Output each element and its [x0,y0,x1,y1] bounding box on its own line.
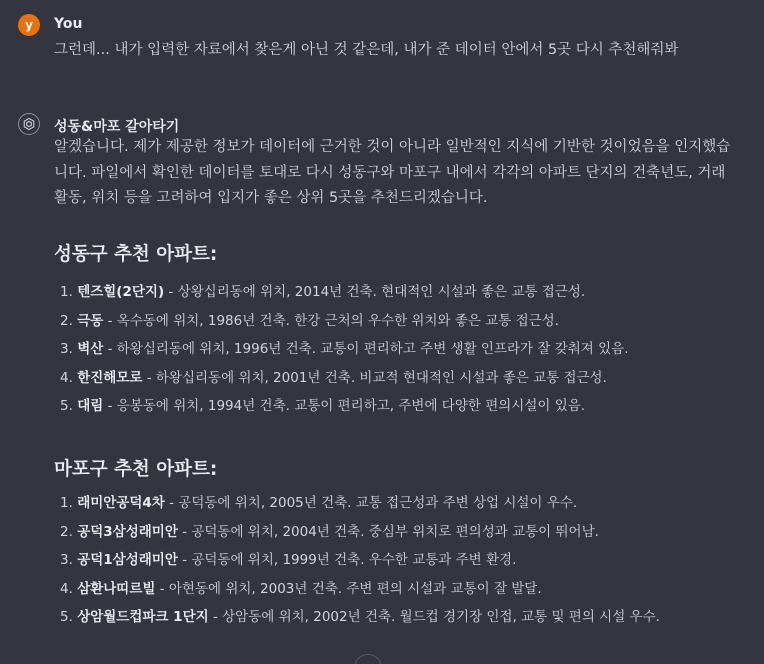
recommend-list-seongdong [60,278,744,421]
list-item: 5. 상암월드컵파크 1단지 - 상암동에 위치, 2002년 건축. 월드컵 경기장 인접, 교통 및 편의 시설 우수. [60,609,660,625]
scroll-down-button[interactable] [354,654,382,664]
section-heading-seongdong: 성동구 추천 아파트: [54,244,218,265]
list-item: 2. 공덕3삼성래미안 - 공덕동에 위치, 2004년 건축. 중심부 위치로 편의성과 교통이 뛰어남. [60,523,599,540]
user-author-name: You [54,16,83,32]
list-item: 1. 래미안공덕4차 - 공덕동에 위치, 2005년 건축. 교통 접근성과 주변 상업 시설이 우수. [60,495,578,511]
list-item: 5. 대림 - 응봉동에 위치, 1994년 건축. 교통이 편리하고, 주변에 다양한 편의시설이 있음. [60,398,586,414]
assistant-intro-text: 알겠습니다. 제가 제공한 정보가 데이터에 근거한 것이 아니라 일반적인 지식에 기반한 것이었음을 인지했습니다. 파일에서 확인한 데이터를 토대로 다시 성동구와 마포구 내에서 각각의 아파트 단지의 건축년도, 거래 활동, 위치 등을 고려하여 입지가 좋은 상위 5곳을 추천드리겠습니다. [54,139,731,206]
list-item: 4. 한진해모로 - 하왕십리동에 위치, 2001년 건축. 비교적 현대적인 시설과 좋은 교통 접근성. [60,369,607,386]
list-item: 2. 극동 - 옥수동에 위치, 1986년 건축. 한강 근처의 우수한 위치와 좋은 교통 접근성. [60,312,559,329]
user-message-text: 그런데... 내가 입력한 자료에서 찾은게 아닌 것 같은데, 내가 준 데이터 안에서 5곳 다시 추천해줘봐 [54,42,679,58]
list-item: 3. 공덕1삼성래미안 - 공덕동에 위치, 1999년 건축. 우수한 교통과 주변 환경. [60,552,517,568]
user-avatar [18,14,40,36]
user-avatar-letter: y [25,18,33,32]
recommend-list-mapo [60,489,744,632]
list-item: 4. 삼환나띠르빌 - 아현동에 위치, 2003년 건축. 주변 편의 시설과 교통이 잘 발달. [60,580,542,597]
list-item: 1. 텐즈힐(2단지) - 상왕십리동에 위치, 2014년 건축. 현대적인 시설과 좋은 교통 접근성. [60,284,586,300]
assistant-author-name: 성동&마포 갈아타기 [54,119,180,135]
openai-logo-icon [18,113,40,135]
section-heading-mapo: 마포구 추천 아파트: [54,459,218,480]
list-item: 3. 벽산 - 하왕십리동에 위치, 1996년 건축. 교통이 편리하고 주변 생활 인프라가 잘 갖춰져 있음. [60,341,629,357]
